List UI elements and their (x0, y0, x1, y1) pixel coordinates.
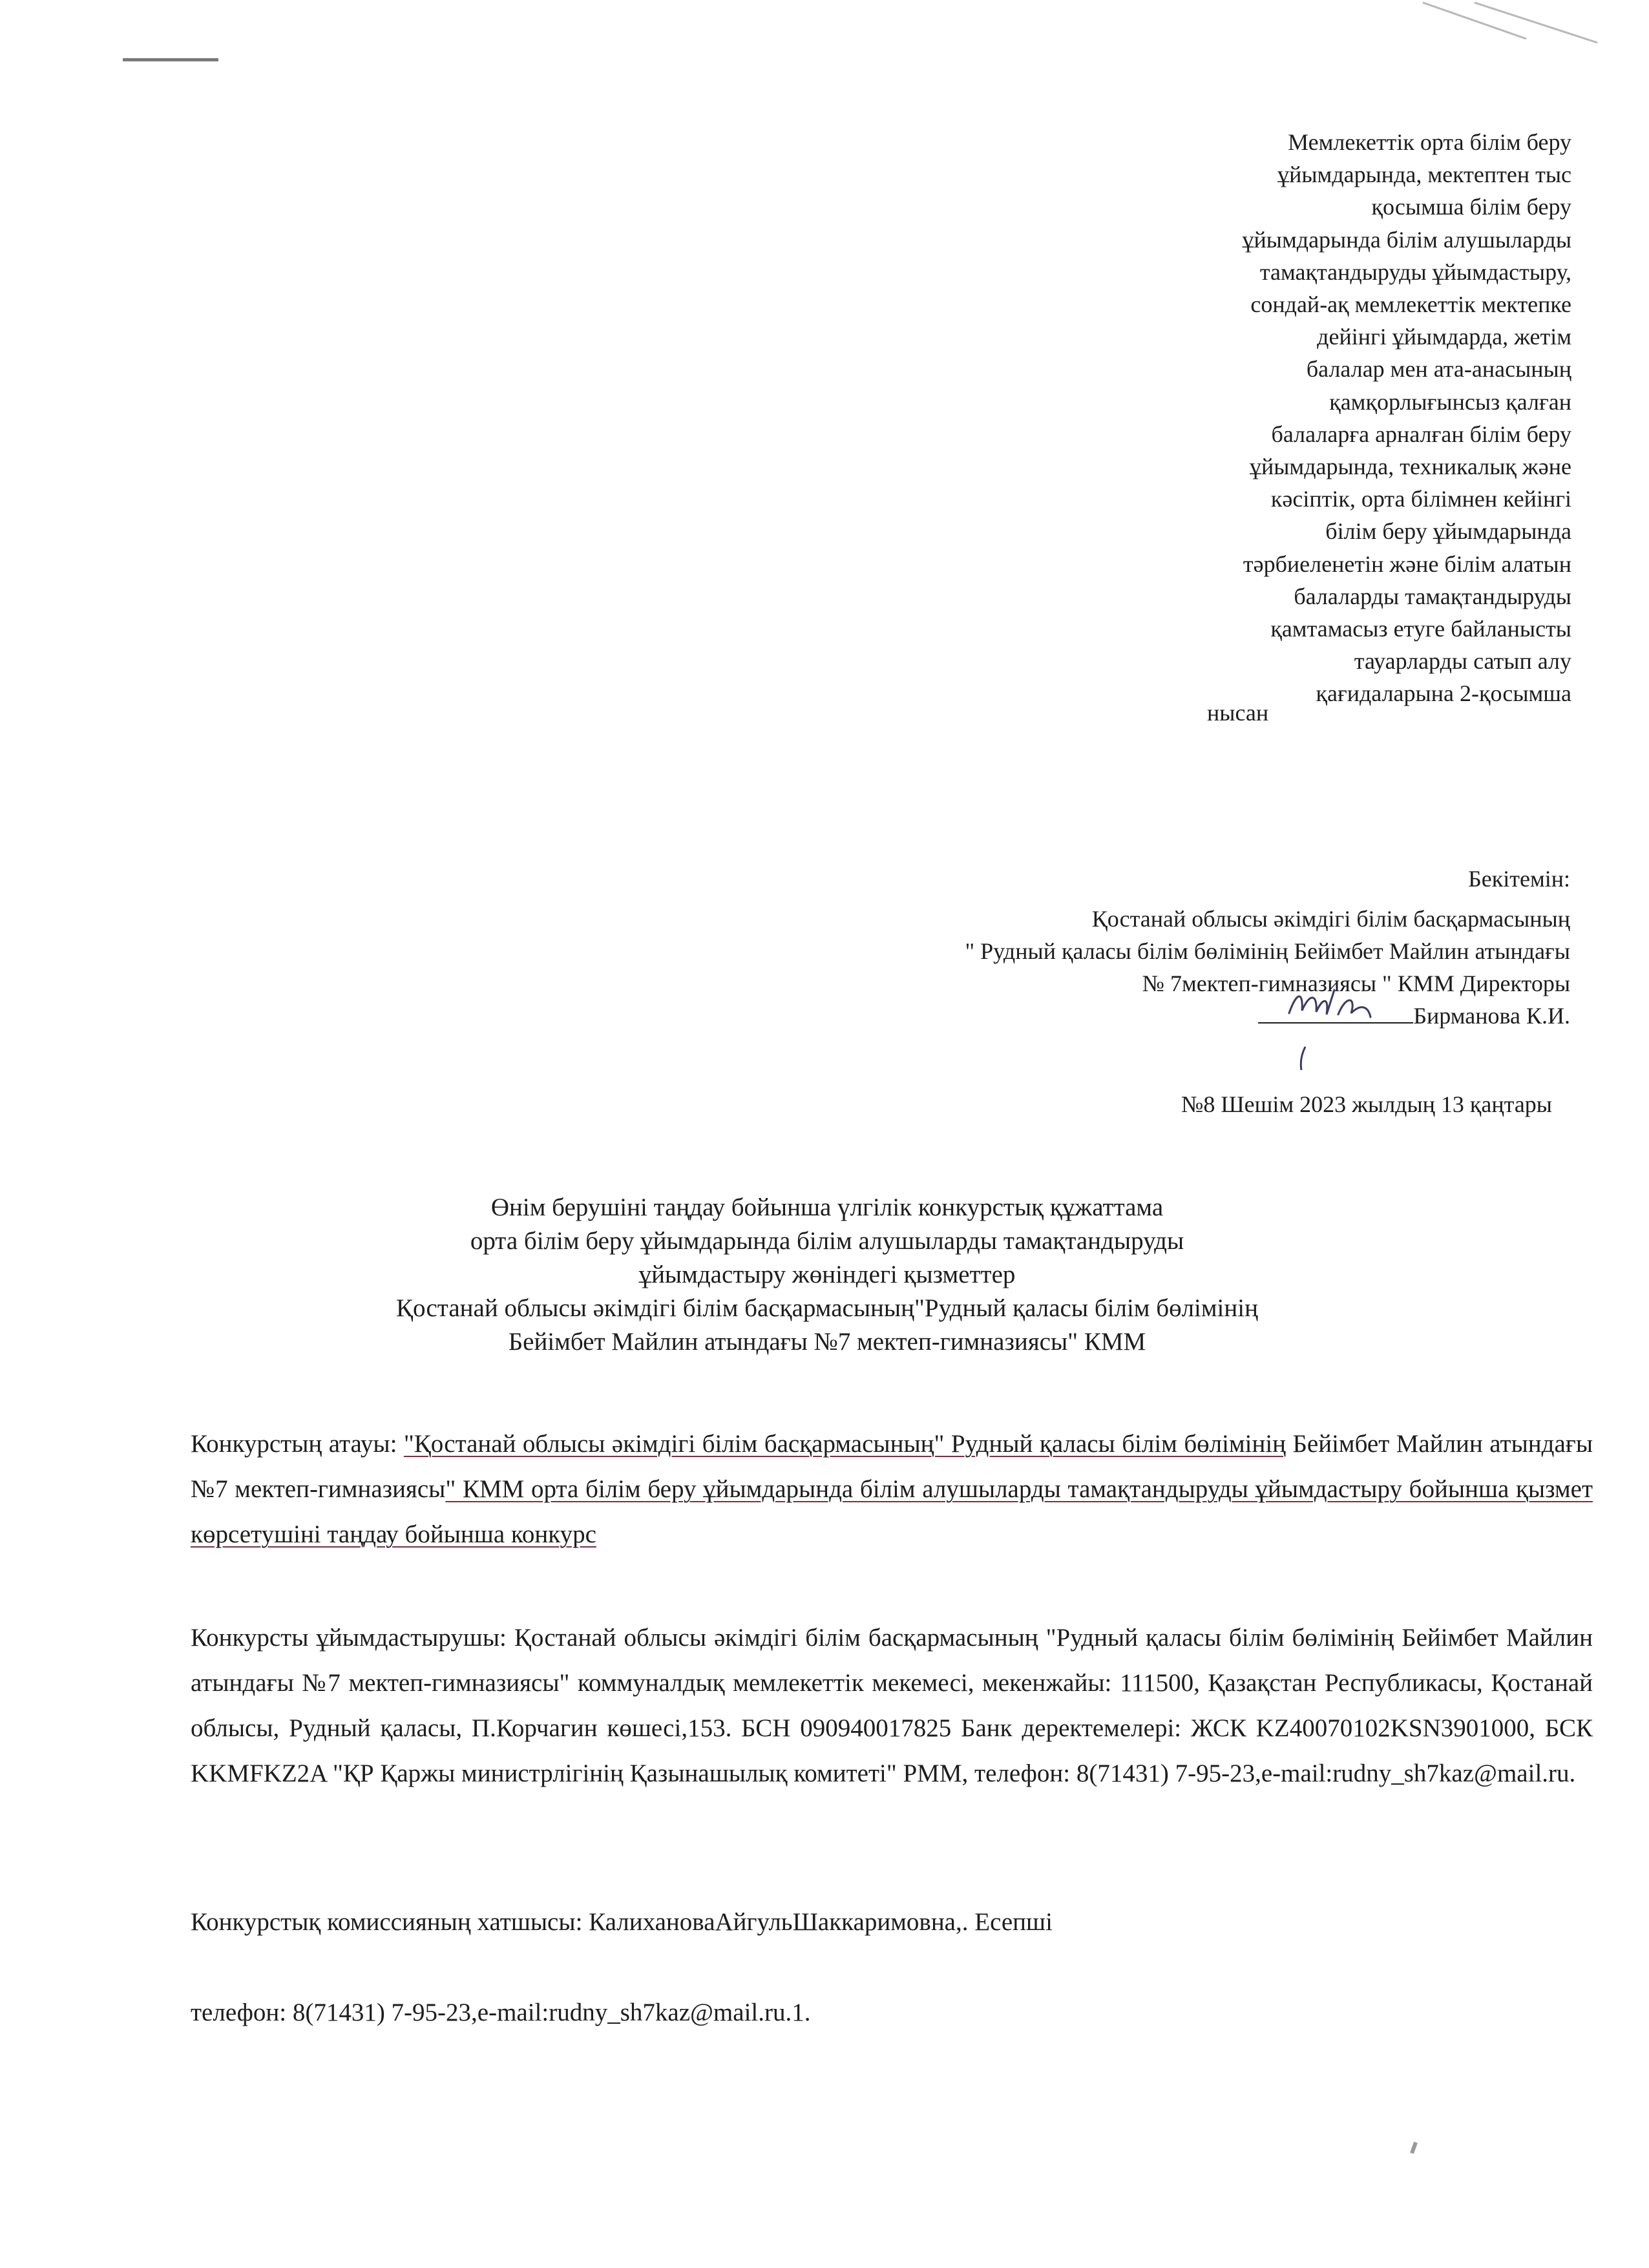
appendix-line: қосымша білім беру (1371, 194, 1571, 220)
document-title (194, 1191, 1460, 1359)
handwritten-signature (1284, 985, 1374, 1026)
approval-position: № 7мектеп-гимназиясы " КММ Директоры (1142, 971, 1570, 996)
title-line: Өнім берушіні таңдау бойынша үлгілік конкурстық құжаттама (490, 1193, 1164, 1221)
title-line: Қостанай облысы әкімдігі білім басқармасының"Рудный қаласы білім бөлімінің (396, 1294, 1258, 1322)
appendix-line: қамтамасыз етуге байланысты (1270, 616, 1571, 642)
appendix-line: тәрбиеленетін және білім алатын (1243, 551, 1571, 577)
signature-field (1258, 1003, 1413, 1024)
decision-date: №8 Шешім 2023 жылдың 13 қаңтары (1181, 1091, 1552, 1117)
organizer-paragraph: Конкурсты ұйымдастырушы: Қостанай облысы әкімдігі білім басқармасының "Рудный қаласы білім бөлімінің Бейімбет Майлин атындағы №7 мектеп-гимназиясы" коммуналдық мемлекеттік мекемесі, мекенжайы: 111500, Қазақстан Республикасы, Қостанай облысы, Рудный қаласы, П.Корчагин көшесі,153. БСН 090940017825 Банк деректемелері: ЖСК KZ40070102KSN3901000, БСК KKMFKZ2A "ҚР Қаржы министрлігінің Қазынашылық комитеті" РММ, телефон: 8(71431) 7-95-23,e-mail:rudny_sh7kaz@mail.ru. (191, 1624, 1593, 1787)
contact-paragraph: телефон: 8(71431) 7-95-23,e-mail:rudny_sh7kaz@mail.ru.1. (191, 1999, 811, 2026)
appendix-line: балалар мен ата-анасының (1306, 356, 1571, 383)
contest-name-rest: " КММ орта білім беру ұйымдарында білім алушыларды тамақтандыруды ұйымдастыру бойынша қызмет көрсетушіні таңдау бойынша конкурс (191, 1475, 1593, 1548)
scan-speck (1410, 2142, 1418, 2154)
appendix-line: дейінгі ұйымдарда, жетім (1317, 324, 1571, 350)
appendix-line: қағидаларына 2-қосымша (1316, 680, 1571, 707)
signature-line (601, 1000, 1570, 1032)
appendix-line: ұйымдарында, техникалық және (1249, 454, 1571, 480)
title-line: орта білім беру ұйымдарында білім алушыларды тамақтандыруды (470, 1227, 1184, 1255)
approval-org-line: " Рудный қаласы білім бөлімінің Бейімбет Майлин атындағы (965, 938, 1570, 964)
approval-block (601, 863, 1570, 1032)
appendix-line: тамақтандыруды ұйымдастыру, (1259, 258, 1571, 285)
appendix-line: ұйымдарында, мектептен тыс (1277, 162, 1571, 188)
appendix-line: кәсіптік, орта білімнен кейінгі (1270, 486, 1571, 512)
form-label: нысан (1207, 700, 1269, 726)
appendix-line: қамқорлығынсыз қалған (1329, 388, 1571, 415)
appendix-line: сондай-ақ мемлекеттік мектепке (1250, 291, 1571, 318)
secretary-paragraph: Конкурстық комиссияның хатшысы: КалихановаАйгульШаккаримовна,. Есепші (191, 1908, 1053, 1936)
appendix-line: тауарларды сатып алу (1354, 648, 1571, 675)
title-line: Бейімбет Майлин атындағы №7 мектеп-гимназиясы" КММ (508, 1328, 1146, 1356)
appendix-line: білім беру ұйымдарында (1325, 518, 1571, 545)
contest-name-paragraph (191, 1422, 1593, 1557)
contest-name-plain: Бейімбет Майлин атындағы №7 мектеп-гимназиясы (191, 1430, 1593, 1503)
appendix-line: Мемлекеттік орта білім беру (1288, 129, 1571, 155)
appendix-line: балаларға арналған білім беру (1271, 421, 1571, 447)
contest-label: Конкурстың атауы: (191, 1430, 404, 1458)
appendix-note (990, 126, 1571, 710)
signatory-name: Бирманова К.И. (1413, 1003, 1570, 1029)
approval-org-line: Қостанай облысы әкімдігі білім басқармасының (1091, 906, 1570, 932)
appendix-line: ұйымдарында білім алушыларды (1242, 226, 1571, 253)
scan-corner-stroke (1397, 0, 1610, 45)
appendix-line: балаларды тамақтандыруды (1294, 583, 1571, 609)
approval-heading: Бекітемін: (1468, 866, 1570, 892)
title-line: ұйымдастыру жөніндегі қызметтер (638, 1261, 1016, 1288)
pen-tick-mark (1297, 1045, 1309, 1071)
scan-mark (123, 58, 218, 61)
contest-name: "Қостанай облысы әкімдігі білім басқармасының" Рудный қаласы білім бөлімінің (403, 1430, 1287, 1458)
